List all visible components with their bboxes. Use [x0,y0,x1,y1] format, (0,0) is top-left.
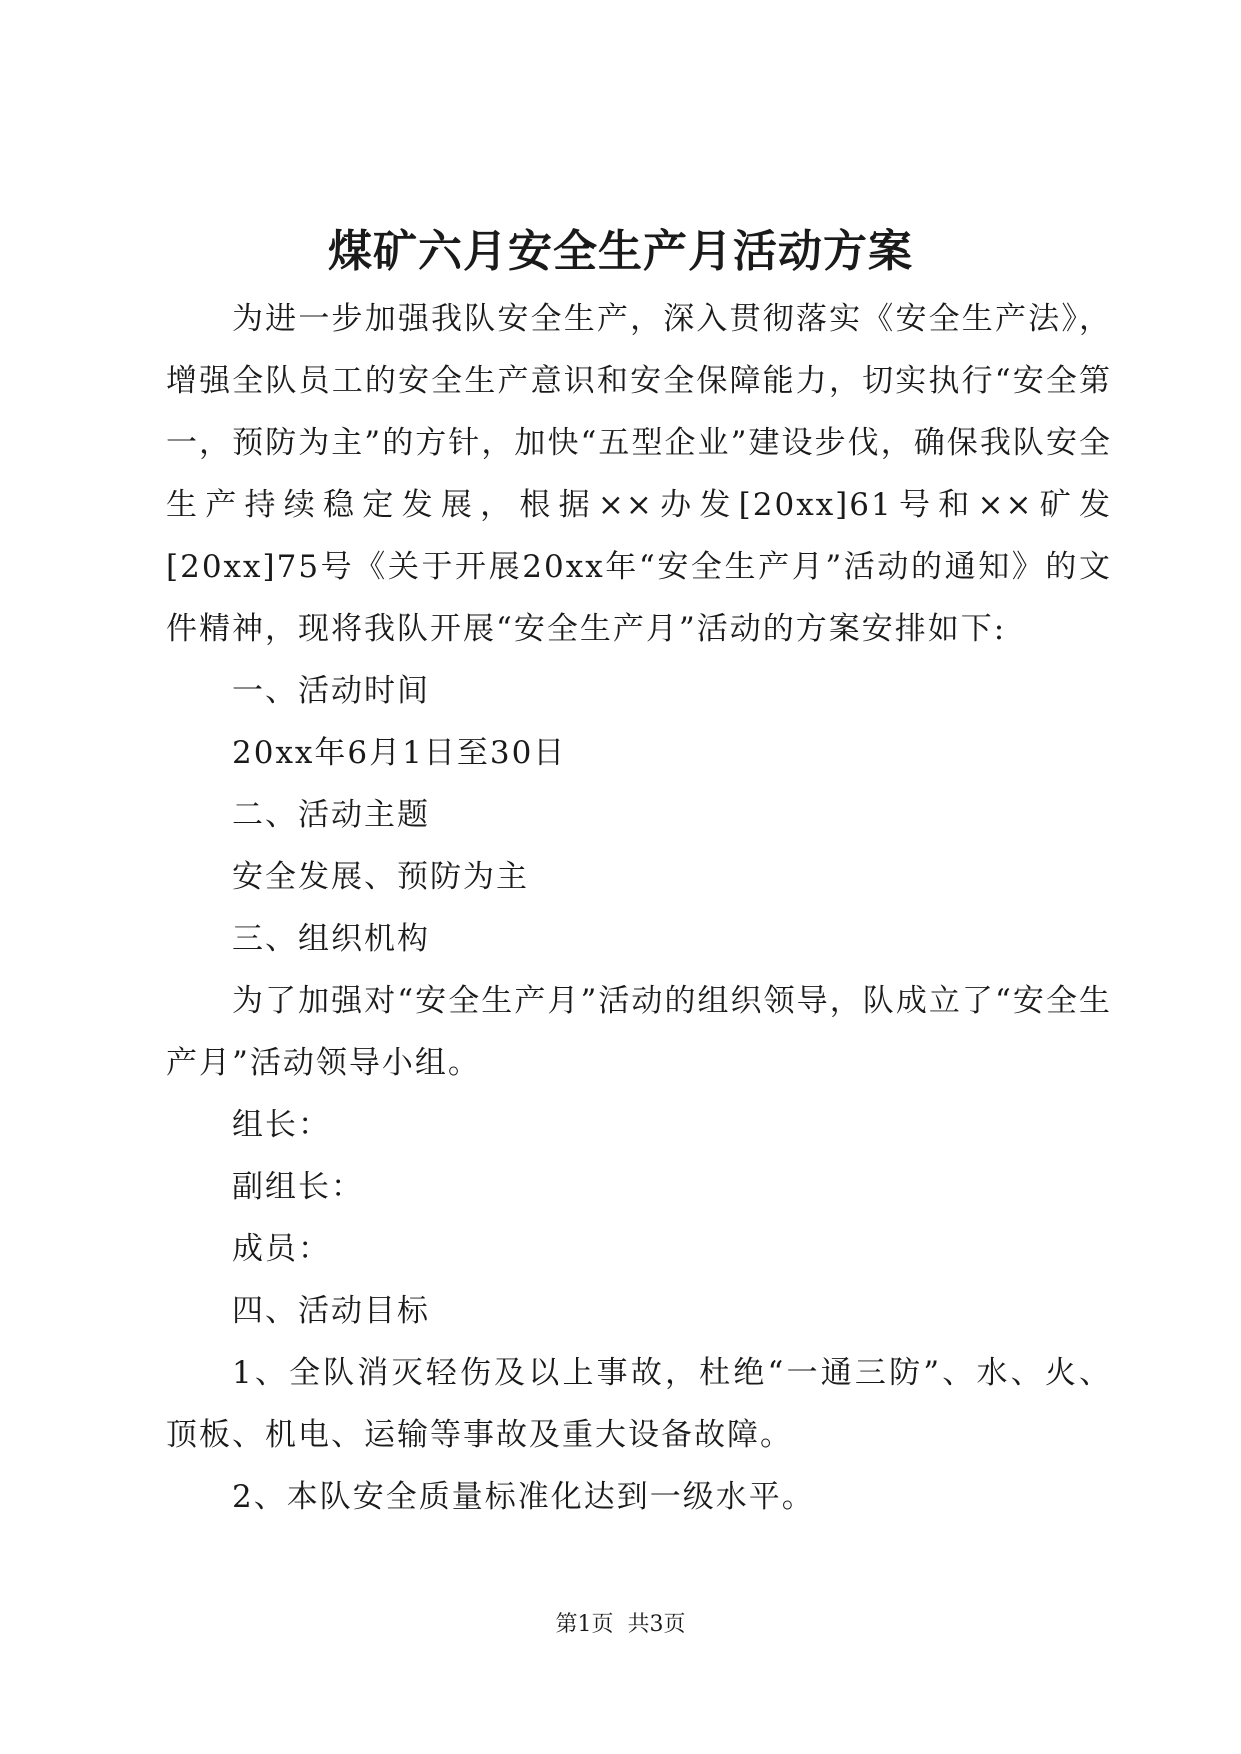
goal-item-1: 1、全队消灭轻伤及以上事故，杜绝“一通三防”、水、火、顶板、机电、运输等事故及重大设备故障。 [166,1355,1112,1453]
deputy-leader-line: 副组长： [232,1169,364,1205]
section-heading-goals: 四、活动目标 [232,1293,430,1329]
footer-separator [614,1612,628,1637]
section-heading-organization: 三、组织机构 [232,921,430,957]
organization-paragraph: 为了加强对“安全生产月”活动的组织领导，队成立了“安全生产月”活动领导小组。 [166,983,1112,1081]
activity-time-text: 20xx年6月1日至30日 [232,735,567,771]
members-line: 成员： [232,1231,331,1267]
document-body [166,288,1112,1528]
page-number: 第1页 [555,1612,614,1637]
document-title: 煤矿六月安全生产月活动方案 [328,226,913,277]
leader-line: 组长： [232,1107,331,1143]
activity-theme-text: 安全发展、预防为主 [232,859,529,895]
intro-paragraph: 为进一步加强我队安全生产，深入贯彻落实《安全生产法》，增强全队员工的安全生产意识和安全保障能力，切实执行“安全第一，预防为主”的方针，加快“五型企业”建设步伐，确保我队安全生产持续稳定发展，根据××办发[20xx]61号和××矿发[20xx]75号《关于开展20xx年“安全生产月”活动的通知》的文件精神，现将我队开展“安全生产月”活动的方案安排如下: [166,301,1112,647]
goal-item-2: 2、本队安全质量标准化达到一级水平。 [232,1479,815,1515]
section-heading-time: 一、活动时间 [232,673,430,709]
page-footer [0,1610,1241,1640]
section-heading-theme: 二、活动主题 [232,797,430,833]
page-total: 共3页 [627,1612,686,1637]
